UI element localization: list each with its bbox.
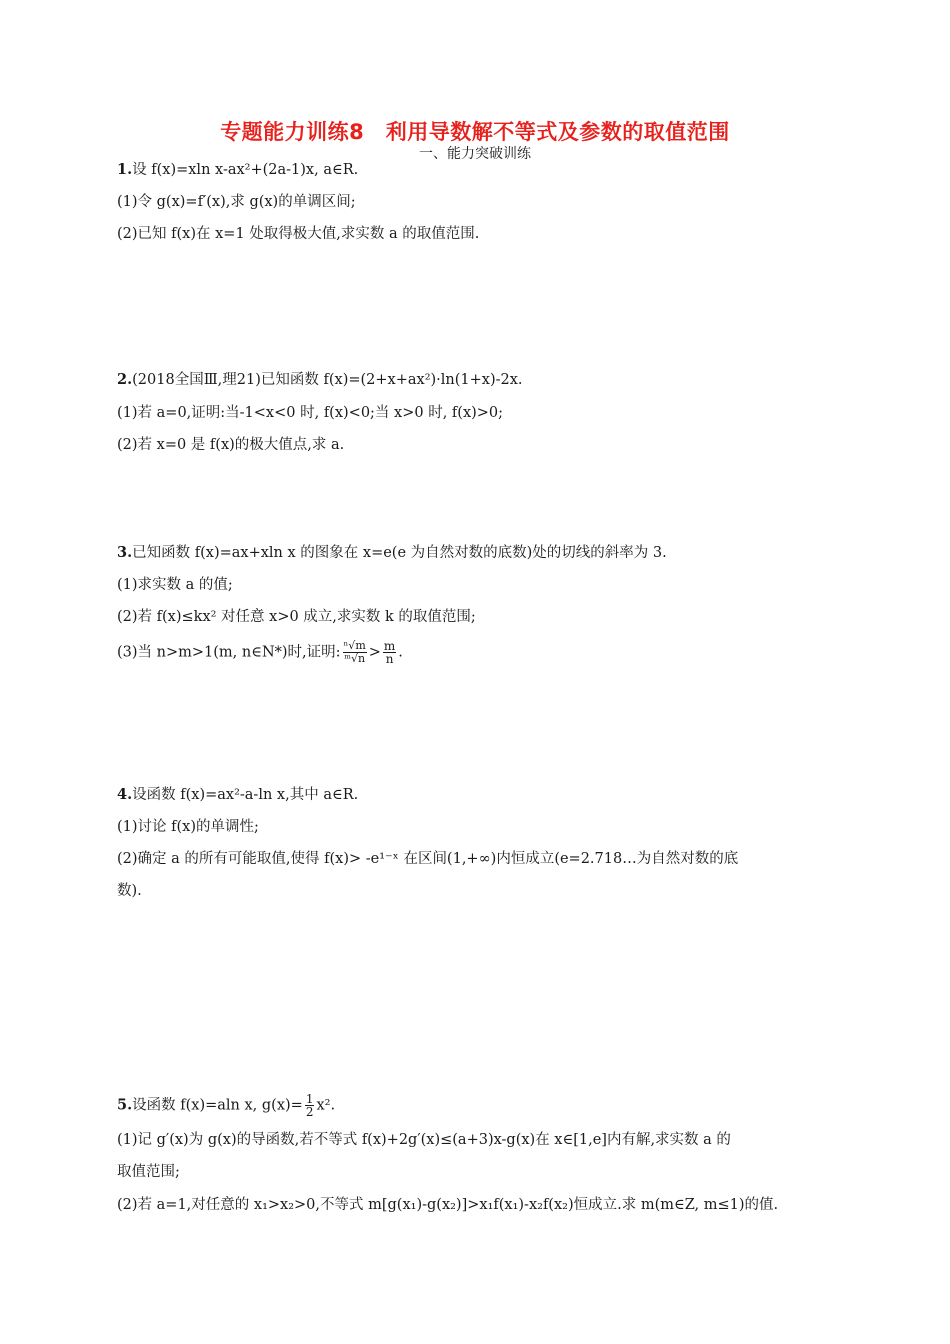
fraction-numerator: ⁿ√m <box>343 639 366 652</box>
problem-1-part-2: (2)已知 f(x)在 x=1 处取得极大值,求实数 a 的取值范围. <box>117 226 480 242</box>
half-fraction <box>305 1093 315 1118</box>
problem-4-part-2: (2)确定 a 的所有可能取值,使得 f(x)> -e¹⁻ˣ 在区间(1,+∞)内恒成立(e=2.718…为自然对数的底 <box>117 851 739 867</box>
fraction-denominator: n <box>385 652 394 666</box>
problem-3-stem <box>117 543 837 563</box>
problem-3-part-1: (1)求实数 a 的值; <box>117 577 233 593</box>
problem-5-part-2: (2)若 a=1,对任意的 x₁>x₂>0,不等式 m[g(x₁)-g(x₂)]>x₁f(x₁)-x₂f(x₂)恒成立.求 m(m∈Z, m≤1)的值. <box>117 1197 779 1213</box>
problem-number: 1. <box>117 161 133 178</box>
problem-2-part-1: (1)若 a=0,证明:当-1<x<0 时, f(x)<0;当 x>0 时, f(x)>0; <box>117 405 504 421</box>
problem-1-stem <box>117 160 837 180</box>
problem-5-part-1-cont: 取值范围; <box>117 1164 180 1180</box>
problem-5-part-1: (1)记 g′(x)为 g(x)的导函数,若不等式 f(x)+2g′(x)≤(a+3)x-g(x)在 x∈[1,e]内有解,求实数 a 的 <box>117 1132 731 1148</box>
root-fraction <box>343 640 367 665</box>
section-subtitle: 一、能力突破训练 <box>419 146 531 162</box>
page-title: 专题能力训练8 利用导数解不等式及参数的取值范围 <box>220 120 730 144</box>
problem-4-part-2-cont: 数). <box>117 883 142 899</box>
fraction-denominator: ᵐ√n <box>344 652 366 665</box>
problem-number: 3. <box>117 544 133 561</box>
problem-stem-tail: x². <box>316 1097 336 1114</box>
problem-4-stem <box>117 785 837 805</box>
greater-than-sign: > <box>368 644 381 661</box>
fraction-numerator: m <box>383 639 396 653</box>
problem-2-stem <box>117 370 837 390</box>
problem-number: 5. <box>117 1096 133 1114</box>
problem-3-part-2: (2)若 f(x)≤kx² 对任意 x>0 成立,求实数 k 的取值范围; <box>117 609 476 625</box>
problem-stem-text: 设函数 f(x)=aln x, g(x)= <box>132 1097 303 1114</box>
m-over-n-fraction <box>383 640 396 665</box>
part-3-text: (3)当 n>m>1(m, n∈N*)时,证明: <box>117 644 341 661</box>
fraction-denominator: 2 <box>305 1105 314 1119</box>
problem-stem-text: 设 f(x)=xln x-ax²+(2a-1)x, a∈R. <box>132 162 359 178</box>
problem-stem-text: (2018全国Ⅲ,理21)已知函数 f(x)=(2+x+ax²)·ln(1+x)-2x. <box>132 372 523 388</box>
problem-4-part-1: (1)讨论 f(x)的单调性; <box>117 819 259 835</box>
problem-stem-text: 设函数 f(x)=ax²-a-ln x,其中 a∈R. <box>132 787 359 803</box>
problem-5-stem <box>117 1093 837 1118</box>
problem-number: 2. <box>117 371 133 388</box>
problem-2-part-2: (2)若 x=0 是 f(x)的极大值点,求 a. <box>117 437 345 453</box>
problem-1-part-1: (1)令 g(x)=f′(x),求 g(x)的单调区间; <box>117 194 356 210</box>
fraction-numerator: 1 <box>305 1092 314 1106</box>
problem-3-part-3 <box>117 640 837 665</box>
problem-number: 4. <box>117 786 133 803</box>
problem-stem-text: 已知函数 f(x)=ax+xln x 的图象在 x=e(e 为自然对数的底数)处的切线的斜率为 3. <box>132 545 667 561</box>
period: . <box>398 644 403 661</box>
